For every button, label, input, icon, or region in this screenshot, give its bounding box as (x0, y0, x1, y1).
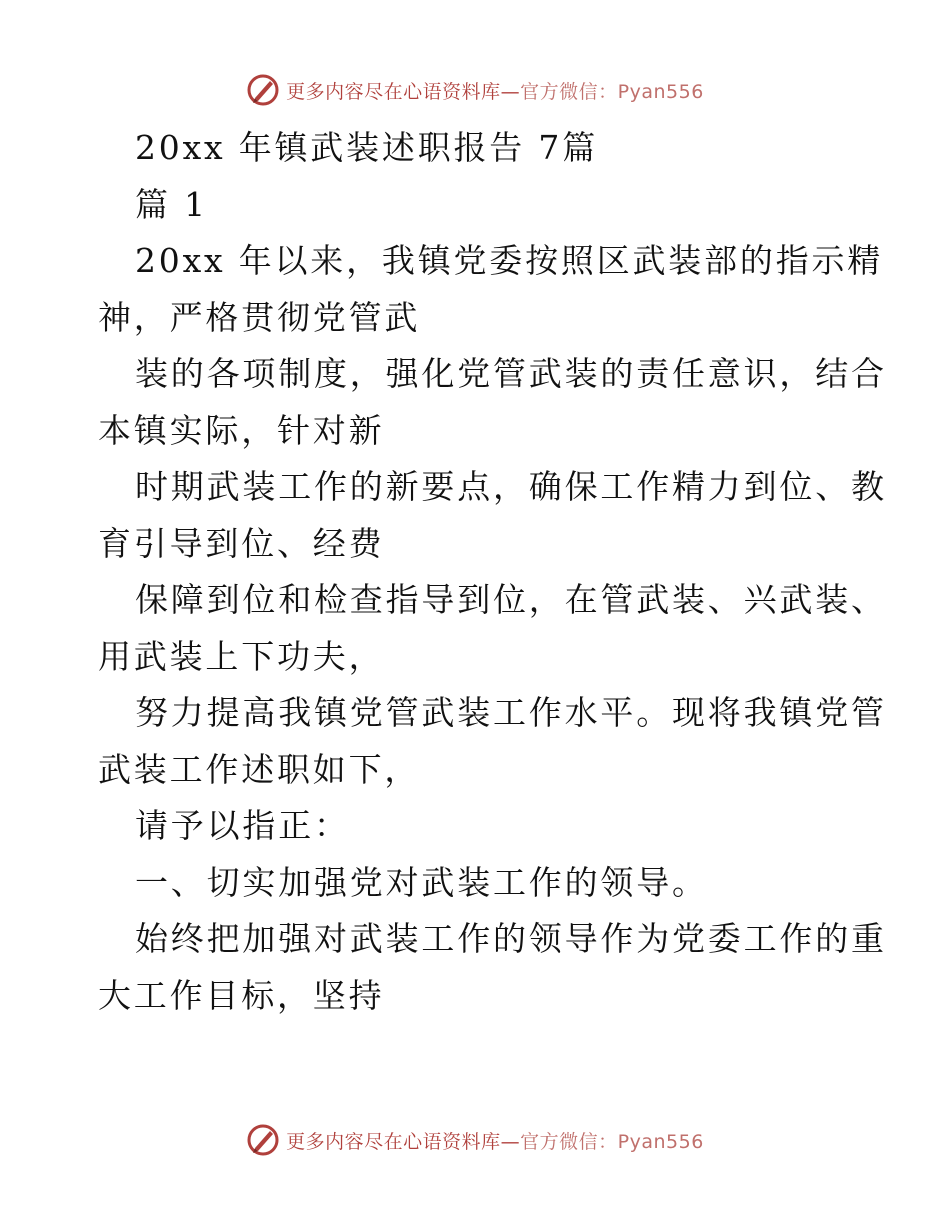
footer-banner-wechat: 官方微信：Pyan556 (520, 1130, 704, 1153)
header-banner-wechat: 官方微信：Pyan556 (520, 80, 704, 103)
paragraph-line: 武装工作述职如下， (98, 749, 421, 789)
paragraph-line: 大工作目标，坚持 (98, 975, 385, 1015)
section-heading: 篇 1 (135, 184, 208, 224)
paragraph-line: 用武装上下功夫， (98, 636, 385, 676)
header-banner (0, 70, 950, 110)
subsection-heading: 一、切实加强党对武装工作的领导。 (135, 862, 708, 902)
footer-banner-text (286, 1127, 704, 1154)
paragraph-line: 请予以指正： (135, 806, 350, 845)
paragraph-line: 神，严格贯彻党管武 (98, 297, 421, 337)
paragraph-line: 保障到位和检查指导到位，在管武装、兴武装、 (135, 580, 887, 619)
footer-banner-separator: — (500, 1130, 521, 1153)
paragraph-line: 本镇实际，针对新 (98, 410, 385, 450)
document-title: 20xx 年镇武装述职报告 7篇 (135, 128, 598, 167)
paragraph-line: 始终把加强对武装工作的领导作为党委工作的重 (135, 919, 887, 958)
header-banner-title: 更多内容尽在心语资料库 (286, 80, 501, 103)
paragraph-line: 努力提高我镇党管武装工作水平。现将我镇党管 (135, 693, 887, 732)
paragraph-line: 时期武装工作的新要点，确保工作精力到位、教 (135, 467, 887, 506)
footer-banner (0, 1120, 950, 1160)
footer-banner-title: 更多内容尽在心语资料库 (286, 1130, 501, 1153)
paragraph-line: 装的各项制度，强化党管武装的责任意识，结合 (135, 354, 887, 393)
header-banner-text (286, 77, 704, 104)
header-banner-separator: — (500, 80, 521, 103)
document-body (98, 120, 887, 1024)
paragraph-line: 育引导到位、经费 (98, 523, 385, 563)
pen-circle-logo-icon (246, 1123, 280, 1157)
pen-circle-logo-icon (246, 73, 280, 107)
paragraph-line: 20xx 年以来，我镇党委按照区武装部的指示精 (135, 241, 884, 280)
